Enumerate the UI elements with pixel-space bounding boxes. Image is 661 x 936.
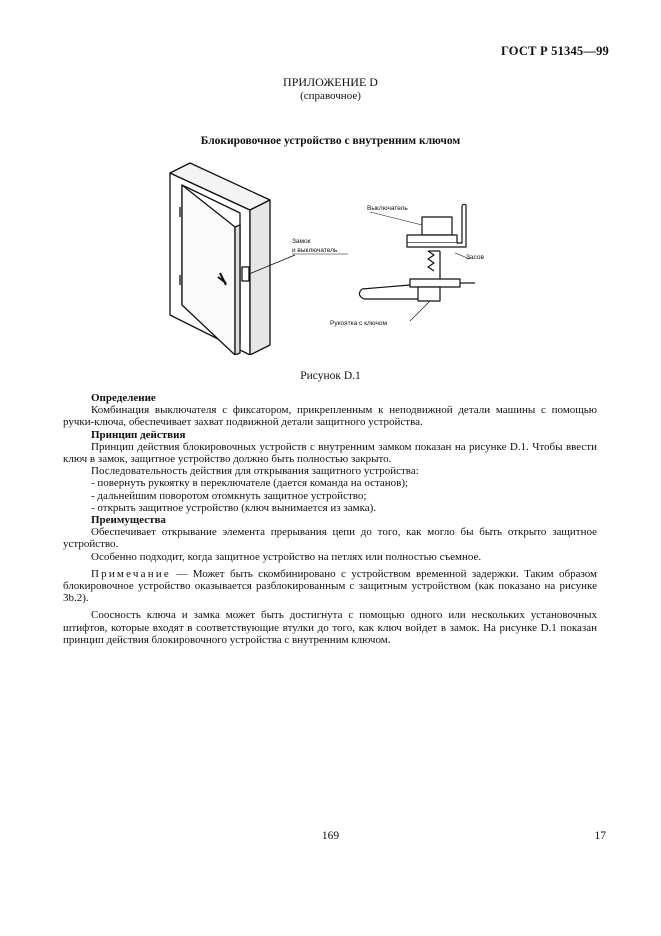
figure-caption: Рисунок D.1 bbox=[300, 370, 361, 382]
page-number: 169 bbox=[321, 830, 340, 842]
interlock-figure bbox=[160, 155, 500, 355]
lock-box bbox=[242, 267, 249, 281]
handle-curve bbox=[359, 285, 418, 299]
label-lock-line2: и выключатель bbox=[292, 247, 338, 254]
standard-code: ГОСТ Р 51345—99 bbox=[500, 44, 609, 58]
sequence-item: - дальнейшим поворотом отомкнуть защитное устройство; bbox=[91, 489, 367, 502]
note-text: — Может быть скомбинировано с устройством временной задержки. Таким образом блокировочное устройство оказывается разблокированным с защитным устройством (как показано на рисунке 3b.2). bbox=[63, 567, 597, 605]
label-bolt: Засов bbox=[466, 254, 484, 261]
label-switch: Выключатель bbox=[367, 205, 408, 212]
definition-paragraph: Комбинация выключателя с фиксатором, прикрепленным к неподвижной детали машины с помощью ручки-ключа, обеспечивает захват подвижной детали защитного устройства. bbox=[63, 404, 597, 429]
frame-side bbox=[250, 200, 270, 355]
appendix-title: ПРИЛОЖЕНИЕ D bbox=[283, 75, 378, 89]
principle-heading: Принцип действия bbox=[91, 428, 186, 441]
note-paragraph bbox=[63, 568, 597, 605]
sequence-item: - повернуть рукоятку в переключателе (дается команда на останов); bbox=[91, 477, 409, 490]
appendix-subtitle: (справочное) bbox=[300, 90, 361, 102]
alignment-paragraph: Соосность ключа и замка может быть достигнута с помощью одного или нескольких установочных штифтов, которые входят в соответствующие втулки до того, как ключ войдет в замок. На рисунке D.1 показан принцип действия блокировочного устройства с внутренним ключом. bbox=[63, 609, 597, 646]
key-body bbox=[418, 287, 440, 301]
definition-heading: Определение bbox=[91, 392, 156, 404]
advantages-heading: Преимущества bbox=[91, 514, 166, 527]
body-text bbox=[63, 392, 597, 646]
sequence-intro: Последовательность действия для открывания защитного устройства: bbox=[91, 465, 419, 478]
door-edge bbox=[235, 225, 240, 355]
note-label: Примечание bbox=[91, 567, 171, 580]
sheet-number: 17 bbox=[594, 830, 606, 842]
switch-body bbox=[422, 217, 452, 235]
bolt-spring bbox=[428, 251, 434, 271]
figure-title: Блокировочное устройство с внутренним ключом bbox=[200, 135, 461, 147]
principle-paragraph: Принцип действия блокировочных устройств с внутренним замком показан на рисунке D.1. Чтобы ввести ключ в замок, защитное устройство должно быть полностью закрыто. bbox=[63, 440, 597, 466]
advantages-paragraph-1: Обеспечивает открывание элемента прерывания цепи до того, как могло бы быть открыто защитное устройство. bbox=[63, 526, 597, 551]
label-lock-line1: Замок bbox=[292, 238, 311, 245]
sequence-item: - открыть защитное устройство (ключ вынимается из замка). bbox=[91, 501, 377, 514]
label-handle-key: Рукоятка с ключом bbox=[330, 320, 387, 327]
advantages-paragraph-2: Особенно подходит, когда защитное устройство на петлях или полностью съемное. bbox=[91, 550, 482, 563]
